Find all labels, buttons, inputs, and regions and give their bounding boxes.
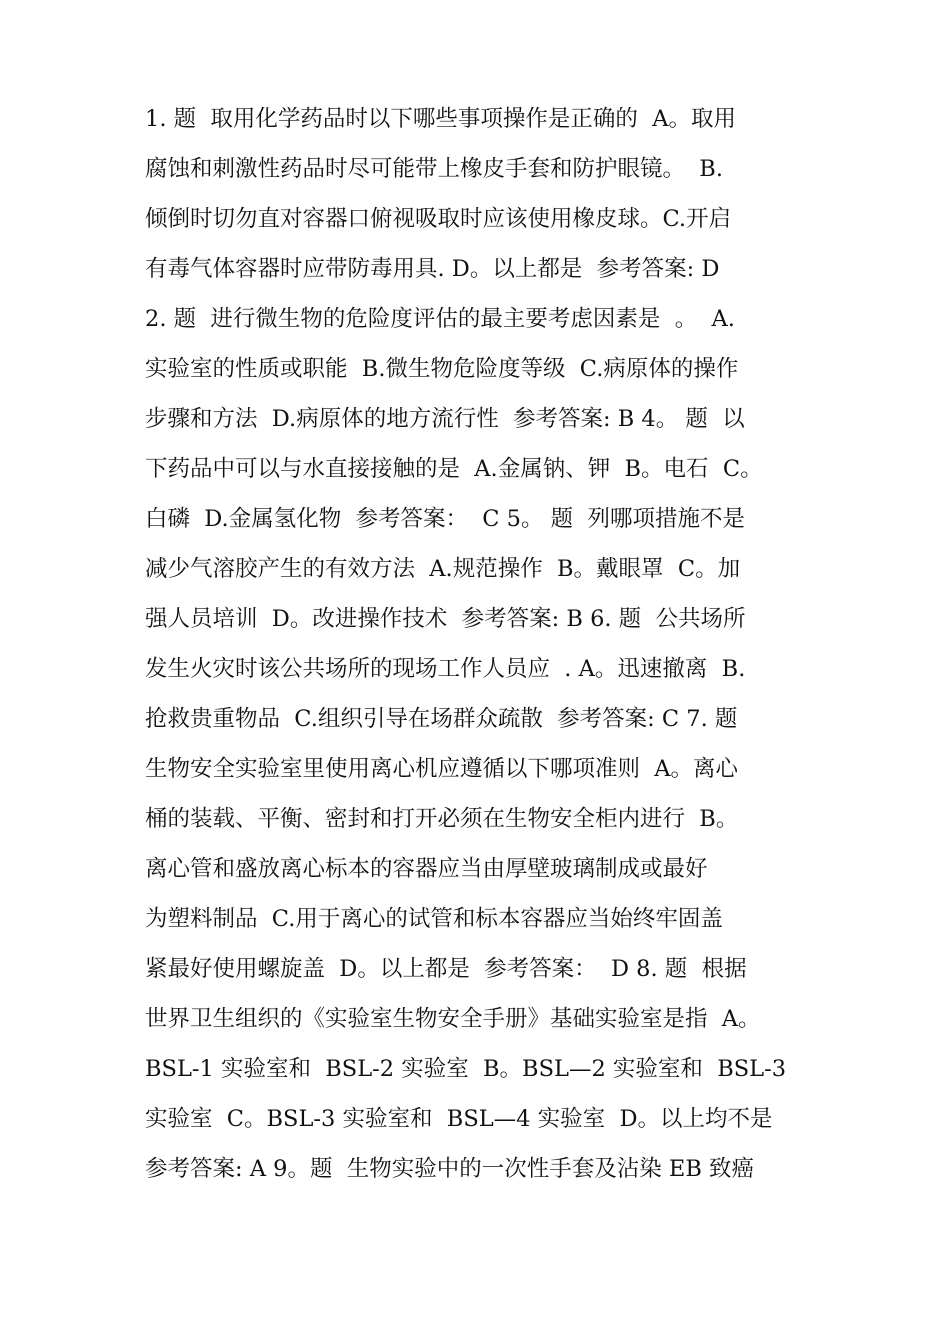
- text-line: 发生火灾时该公共场所的现场工作人员应 . A。迅速撤离 B.: [145, 656, 746, 682]
- text-line: 桶的装载、平衡、密封和打开必须在生物安全柜内进行 B。: [145, 806, 739, 832]
- text-line: 离心管和盛放离心标本的容器应当由厚壁玻璃制成或最好: [145, 856, 708, 882]
- text-line: 1. 题 取用化学药品时以下哪些事项操作是正确的 A。取用: [145, 106, 736, 132]
- text-line: BSL-1 实验室和 BSL-2 实验室 B。BSL—2 实验室和 BSL-3: [145, 1056, 787, 1082]
- text-line: 白磷 D.金属氢化物 参考答案： C 5。 题 列哪项措施不是: [145, 506, 745, 532]
- text-line: 实验室的性质或职能 B.微生物危险度等级 C.病原体的操作: [145, 356, 739, 382]
- text-line: 世界卫生组织的《实验室生物安全手册》基础实验室是指 A。: [145, 1006, 761, 1032]
- text-line: 腐蚀和刺激性药品时尽可能带上橡皮手套和防护眼镜。 B.: [145, 156, 723, 182]
- text-line: 强人员培训 D。改进操作技术 参考答案: B 6. 题 公共场所: [145, 606, 746, 632]
- text-line: 抢救贵重物品 C.组织引导在场群众疏散 参考答案: C 7. 题: [145, 706, 738, 732]
- text-line: 为塑料制品 C.用于离心的试管和标本容器应当始终牢固盖: [145, 906, 723, 932]
- text-line: 2. 题 进行微生物的危险度评估的最主要考虑因素是 。 A.: [145, 306, 735, 332]
- text-line: 步骤和方法 D.病原体的地方流行性 参考答案: B 4。 题 以: [145, 406, 745, 432]
- text-line: 紧最好使用螺旋盖 D。以上都是 参考答案： D 8. 题 根据: [145, 956, 747, 982]
- text-line: 下药品中可以与水直接接触的是 A.金属钠、钾 B。电石 C。: [145, 456, 763, 482]
- text-line: 减少气溶胶产生的有效方法 A.规范操作 B。戴眼罩 C。加: [145, 556, 741, 582]
- text-line: 生物安全实验室里使用离心机应遵循以下哪项准则 A。离心: [145, 756, 739, 782]
- document-body: [145, 94, 825, 1194]
- text-line: 实验室 C。BSL-3 实验室和 BSL—4 实验室 D。以上均不是: [145, 1106, 773, 1132]
- text-line: 参考答案: A 9。题 生物实验中的一次性手套及沾染 EB 致癌: [145, 1156, 755, 1182]
- text-line: 倾倒时切勿直对容器口俯视吸取时应该使用橡皮球。C.开启: [145, 206, 732, 232]
- text-line: 有毒气体容器时应带防毒用具. D。以上都是 参考答案: D: [145, 256, 720, 282]
